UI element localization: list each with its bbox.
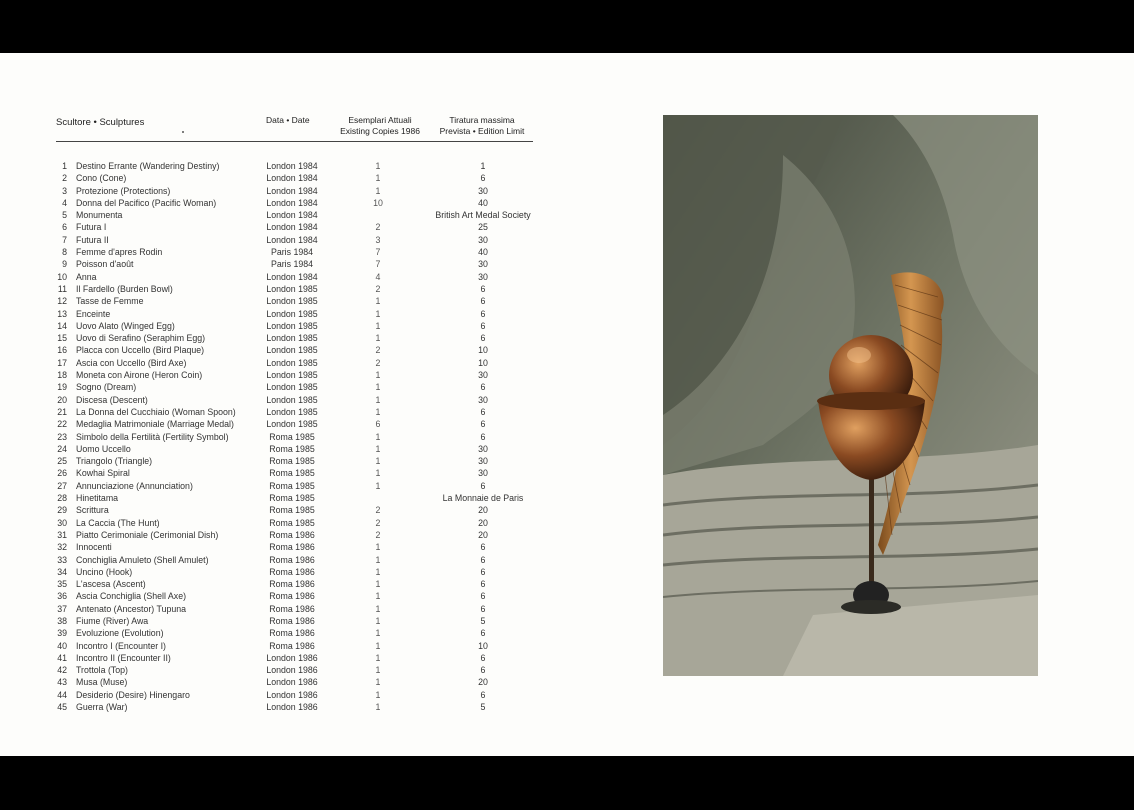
edition-limit: 5 [480, 702, 486, 713]
table-row [0, 676, 560, 688]
existing-copies: 1 [375, 480, 381, 491]
row-number: 37 [57, 603, 67, 614]
sculpture-title: Fiume (River) Awa [76, 615, 149, 626]
sculpture-date: London 1984 [266, 210, 318, 221]
sculpture-title: La Donna del Cucchiaio (Woman Spoon) [76, 406, 236, 417]
edition-limit: 30 [478, 443, 488, 454]
existing-copies: 1 [375, 185, 381, 196]
edition-limit: 30 [478, 394, 488, 405]
sculpture-date: Roma 1985 [269, 456, 315, 467]
edition-limit: 6 [480, 480, 486, 491]
sculpture-title: Tasse de Femme [76, 296, 144, 307]
row-number: 17 [57, 357, 67, 368]
existing-header-line2: Existing Copies 1986 [340, 126, 420, 136]
sculpture-title: Innocenti [76, 542, 112, 553]
table-row [0, 590, 560, 602]
existing-copies: 1 [375, 603, 381, 614]
sculpture-date: London 1985 [266, 333, 318, 344]
row-number: 20 [57, 394, 67, 405]
sculpture-title: Antenato (Ancestor) Tupuna [76, 603, 187, 614]
table-row [0, 172, 560, 184]
existing-copies: 1 [375, 579, 381, 590]
sculpture-date: London 1985 [266, 419, 318, 430]
table-row [0, 394, 560, 406]
table-row [0, 566, 560, 578]
row-number: 11 [57, 283, 67, 294]
sculpture-title: Il Fardello (Burden Bowl) [76, 283, 173, 294]
existing-copies: 3 [375, 234, 381, 245]
row-number: 32 [57, 542, 67, 553]
sculpture-title: Conchiglia Amuleto (Shell Amulet) [76, 554, 209, 565]
sculpture-title: Cono (Cone) [76, 173, 127, 184]
edition-limit: 6 [480, 554, 486, 565]
table-row [0, 664, 560, 676]
edition-limit: 30 [478, 185, 488, 196]
row-number: 22 [57, 419, 67, 430]
existing-copies: 1 [375, 468, 381, 479]
edition-limit: 6 [480, 652, 486, 663]
table-row [0, 554, 560, 566]
limit-header-line2: Prevista • Edition Limit [439, 126, 525, 136]
table-row [0, 344, 560, 356]
existing-copies: 1 [375, 640, 381, 651]
table-row [0, 529, 560, 541]
sculpture-title: Musa (Muse) [76, 677, 128, 688]
sculpture-date: Paris 1984 [270, 247, 314, 258]
row-number: 44 [57, 689, 67, 700]
table-row [0, 258, 560, 270]
sculpture-title: Desiderio (Desire) Hinengaro [76, 689, 190, 700]
sculpture-title: Ascia Conchiglia (Shell Axe) [76, 591, 187, 602]
existing-copies: 7 [375, 247, 381, 258]
existing-header-line1: Esemplari Attuali [348, 115, 412, 125]
edition-limit: 25 [478, 222, 488, 233]
limit-header-line1: Tiratura massima [449, 115, 515, 125]
edition-limit: 20 [478, 517, 488, 528]
sculpture-date: Roma 1985 [269, 493, 315, 504]
edition-limit: 6 [480, 173, 486, 184]
sculpture-title: Evoluzione (Evolution) [76, 628, 164, 639]
table-row [0, 431, 560, 443]
existing-copies: 1 [375, 456, 381, 467]
edition-limit: 20 [478, 529, 488, 540]
sculpture-title: Uovo Alato (Winged Egg) [76, 320, 175, 331]
row-number: 6 [62, 222, 67, 233]
existing-copies: 1 [375, 628, 381, 639]
edition-limit: 30 [478, 259, 488, 270]
existing-copies: 1 [375, 702, 381, 713]
row-number: 26 [57, 468, 67, 479]
existing-copies: 1 [375, 333, 381, 344]
existing-copies: 1 [375, 665, 381, 676]
column-header-sculptures: Scultore • Sculptures [56, 117, 145, 128]
row-number: 33 [57, 554, 67, 565]
edition-limit: 6 [480, 431, 486, 442]
edition-limit: 10 [478, 357, 488, 368]
speck [182, 131, 184, 133]
table-row [0, 578, 560, 590]
table-row [0, 197, 560, 209]
edition-limit: 6 [480, 628, 486, 639]
sculpture-date: Roma 1985 [269, 468, 315, 479]
sculpture-date: Roma 1985 [269, 517, 315, 528]
table-row [0, 369, 560, 381]
sculpture-date: London 1986 [266, 652, 318, 663]
row-number: 24 [57, 443, 67, 454]
sculpture-title: Futura I [76, 222, 107, 233]
edition-limit: 6 [480, 579, 486, 590]
column-header-date: Data • Date [266, 115, 310, 125]
row-number: 31 [57, 529, 67, 540]
table-row [0, 234, 560, 246]
sculpture-title: Uovo di Serafino (Seraphim Egg) [76, 333, 206, 344]
existing-copies: 1 [375, 615, 381, 626]
row-number: 25 [57, 456, 67, 467]
row-number: 18 [57, 370, 67, 381]
sculpture-date: Roma 1986 [269, 628, 315, 639]
edition-limit: 30 [478, 456, 488, 467]
sculpture-title: L'ascesa (Ascent) [76, 579, 146, 590]
table-row [0, 443, 560, 455]
existing-copies: 2 [375, 529, 381, 540]
row-number: 15 [57, 333, 67, 344]
sculpture-title: Monumenta [76, 210, 123, 221]
table-row [0, 640, 560, 652]
row-number: 27 [57, 480, 67, 491]
sculpture-date: Roma 1985 [269, 431, 315, 442]
table-row [0, 221, 560, 233]
row-number: 7 [62, 234, 67, 245]
table-row [0, 480, 560, 492]
edition-limit: 6 [480, 320, 486, 331]
edition-limit: 20 [478, 677, 488, 688]
existing-copies: 1 [375, 591, 381, 602]
row-number: 8 [62, 247, 67, 258]
sculpture-title: Futura II [76, 234, 109, 245]
sculpture-title: Moneta con Airone (Heron Coin) [76, 370, 203, 381]
sculpture-date: Roma 1985 [269, 480, 315, 491]
edition-limit: 20 [478, 505, 488, 516]
sculpture-title: Sogno (Dream) [76, 382, 137, 393]
sculpture-date: Roma 1986 [269, 591, 315, 602]
sculpture-title: Anna [76, 271, 97, 282]
existing-copies: 4 [375, 271, 381, 282]
row-number: 9 [62, 259, 67, 270]
existing-copies: 1 [375, 308, 381, 319]
edition-limit: La Monnaie de Paris [442, 493, 524, 504]
table-row [0, 295, 560, 307]
existing-copies: 1 [375, 173, 381, 184]
table-row [0, 467, 560, 479]
edition-limit: 6 [480, 591, 486, 602]
existing-copies: 2 [375, 357, 381, 368]
sculpture-date: London 1986 [266, 665, 318, 676]
sculpture-title: Simbolo della Fertilità (Fertility Symbol) [76, 431, 229, 442]
row-number: 3 [62, 185, 67, 196]
sculpture-title: Uncino (Hook) [76, 566, 133, 577]
table-row [0, 492, 560, 504]
edition-limit: 10 [478, 345, 488, 356]
row-number: 28 [57, 493, 67, 504]
sculpture-date: London 1984 [266, 222, 318, 233]
sculpture-title: Femme d'apres Rodin [76, 247, 163, 258]
sculpture-date: London 1986 [266, 689, 318, 700]
existing-copies: 6 [375, 419, 381, 430]
sculpture-title: Destino Errante (Wandering Destiny) [76, 161, 220, 171]
sculpture-title: Annunciazione (Annunciation) [76, 480, 193, 491]
sculpture-date: London 1985 [266, 394, 318, 405]
row-number: 4 [62, 197, 67, 208]
table-row [0, 308, 560, 320]
edition-limit: 6 [480, 308, 486, 319]
table-row [0, 406, 560, 418]
sculpture-title: La Caccia (The Hunt) [76, 517, 160, 528]
edition-limit: 30 [478, 271, 488, 282]
sculpture-title: Ascia con Uccello (Bird Axe) [76, 357, 187, 368]
row-number: 45 [57, 702, 67, 713]
sculpture-table [0, 160, 560, 713]
sculpture-date: Roma 1986 [269, 529, 315, 540]
catalogue-page [0, 53, 1134, 756]
row-number: 14 [57, 320, 67, 331]
row-number: 36 [57, 591, 67, 602]
existing-copies: 1 [375, 652, 381, 663]
row-number: 1 [62, 161, 67, 171]
row-number: 35 [57, 579, 67, 590]
sculpture-date: Roma 1986 [269, 579, 315, 590]
edition-limit: 6 [480, 566, 486, 577]
existing-copies: 1 [375, 406, 381, 417]
existing-copies: 2 [375, 283, 381, 294]
existing-copies: 1 [375, 431, 381, 442]
table-row [0, 320, 560, 332]
edition-limit: 30 [478, 370, 488, 381]
edition-limit: 6 [480, 296, 486, 307]
edition-limit: 1 [480, 161, 486, 171]
table-row [0, 246, 560, 258]
row-number: 16 [57, 345, 67, 356]
sculpture-date: London 1985 [266, 382, 318, 393]
existing-copies: 1 [375, 689, 381, 700]
sculpture-date: Roma 1986 [269, 566, 315, 577]
sculpture-title: Uomo Uccello [76, 443, 131, 454]
edition-limit: 30 [478, 234, 488, 245]
edition-limit: 6 [480, 333, 486, 344]
row-number: 29 [57, 505, 67, 516]
edition-limit: British Art Medal Society [435, 210, 531, 221]
sculpture-title: Scrittura [76, 505, 109, 516]
sculpture-title: Discesa (Descent) [76, 394, 148, 405]
row-number: 34 [57, 566, 67, 577]
row-number: 2 [62, 173, 67, 184]
table-row [0, 504, 560, 516]
sculpture-date: London 1985 [266, 296, 318, 307]
sculpture-title: Hinetitama [76, 493, 119, 504]
sculpture-date: Roma 1986 [269, 640, 315, 651]
sculpture-date: Paris 1984 [270, 259, 314, 270]
table-row [0, 652, 560, 664]
sculpture-date: London 1985 [266, 406, 318, 417]
sculpture-date: London 1985 [266, 320, 318, 331]
row-number: 23 [57, 431, 67, 442]
sculpture-date: London 1985 [266, 345, 318, 356]
sculpture-date: London 1985 [266, 283, 318, 294]
existing-copies: 1 [375, 296, 381, 307]
sculpture-title: Triangolo (Triangle) [76, 456, 153, 467]
row-number: 40 [57, 640, 67, 651]
sculpture-title: Incontro II (Encounter II) [76, 652, 171, 663]
sculpture-photograph [663, 115, 1038, 676]
sculpture-title: Placca con Uccello (Bird Plaque) [76, 345, 205, 356]
sculpture-title: Enceinte [76, 308, 111, 319]
table-row [0, 185, 560, 197]
sculpture-date: London 1984 [266, 173, 318, 184]
edition-limit: 40 [478, 247, 488, 258]
table-row [0, 209, 560, 221]
table-row [0, 283, 560, 295]
row-number: 12 [57, 296, 67, 307]
table-row [0, 627, 560, 639]
sculpture-date: London 1984 [266, 185, 318, 196]
edition-limit: 6 [480, 665, 486, 676]
table-row [0, 160, 560, 172]
edition-limit: 30 [478, 468, 488, 479]
sculpture-title: Poisson d'août [76, 259, 134, 270]
sculpture-date: London 1984 [266, 271, 318, 282]
existing-copies: 1 [375, 370, 381, 381]
sculpture-date: Roma 1986 [269, 554, 315, 565]
row-number: 39 [57, 628, 67, 639]
existing-copies: 1 [375, 382, 381, 393]
existing-copies: 1 [375, 161, 381, 171]
sculpture-date: London 1985 [266, 308, 318, 319]
edition-limit: 6 [480, 603, 486, 614]
sculpture-date: Roma 1986 [269, 615, 315, 626]
table-row [0, 455, 560, 467]
edition-limit: 6 [480, 283, 486, 294]
table-row [0, 271, 560, 283]
row-number: 30 [57, 517, 67, 528]
sculpture-date: London 1984 [266, 161, 318, 171]
table-row [0, 517, 560, 529]
edition-limit: 6 [480, 689, 486, 700]
sculpture-title: Trottola (Top) [76, 665, 128, 676]
existing-copies: 2 [375, 517, 381, 528]
existing-copies: 1 [375, 320, 381, 331]
sculpture-date: London 1984 [266, 234, 318, 245]
row-number: 43 [57, 677, 67, 688]
table-row [0, 603, 560, 615]
row-number: 5 [62, 210, 67, 221]
sculpture-title: Medaglia Matrimoniale (Marriage Medal) [76, 419, 234, 430]
column-header-existing-copies [338, 115, 422, 137]
edition-limit: 40 [478, 197, 488, 208]
existing-copies: 7 [375, 259, 381, 270]
sculpture-date: Roma 1986 [269, 542, 315, 553]
header-divider [56, 141, 533, 142]
edition-limit: 6 [480, 406, 486, 417]
sculpture-date: Roma 1986 [269, 603, 315, 614]
row-number: 41 [57, 652, 67, 663]
existing-copies: 1 [375, 542, 381, 553]
sculpture-title: Guerra (War) [76, 702, 128, 713]
edition-limit: 10 [478, 640, 488, 651]
row-number: 10 [57, 271, 67, 282]
sculpture-date: London 1986 [266, 677, 318, 688]
sculpture-date: London 1986 [266, 702, 318, 713]
sculpture-date: Roma 1985 [269, 443, 315, 454]
table-row [0, 418, 560, 430]
sculpture-date: London 1985 [266, 357, 318, 368]
sculpture-date: London 1985 [266, 370, 318, 381]
existing-copies: 2 [375, 505, 381, 516]
sculpture-date: London 1984 [266, 197, 318, 208]
existing-copies: 1 [375, 554, 381, 565]
edition-limit: 5 [480, 615, 486, 626]
table-row [0, 381, 560, 393]
sculpture-title: Piatto Cerimoniale (Cerimonial Dish) [76, 529, 219, 540]
existing-copies: 10 [373, 197, 383, 208]
table-row [0, 357, 560, 369]
table-row [0, 689, 560, 701]
column-header-edition-limit [430, 115, 534, 137]
existing-copies: 1 [375, 566, 381, 577]
sculpture-title: Protezione (Protections) [76, 185, 171, 196]
row-number: 19 [57, 382, 67, 393]
sculpture-date: Roma 1985 [269, 505, 315, 516]
existing-copies: 1 [375, 677, 381, 688]
table-row [0, 332, 560, 344]
existing-copies: 2 [375, 345, 381, 356]
table-row [0, 541, 560, 553]
sculpture-title: Incontro I (Encounter I) [76, 640, 166, 651]
row-number: 21 [57, 406, 67, 417]
table-row [0, 701, 560, 713]
row-number: 13 [57, 308, 67, 319]
table-row [0, 615, 560, 627]
row-number: 38 [57, 615, 67, 626]
existing-copies: 1 [375, 394, 381, 405]
edition-limit: 6 [480, 419, 486, 430]
existing-copies: 2 [375, 222, 381, 233]
existing-copies: 1 [375, 443, 381, 454]
sculpture-title: Kowhai Spiral [76, 468, 130, 479]
edition-limit: 6 [480, 382, 486, 393]
edition-limit: 6 [480, 542, 486, 553]
row-number: 42 [57, 665, 67, 676]
sculpture-title: Donna del Pacifico (Pacific Woman) [76, 197, 217, 208]
